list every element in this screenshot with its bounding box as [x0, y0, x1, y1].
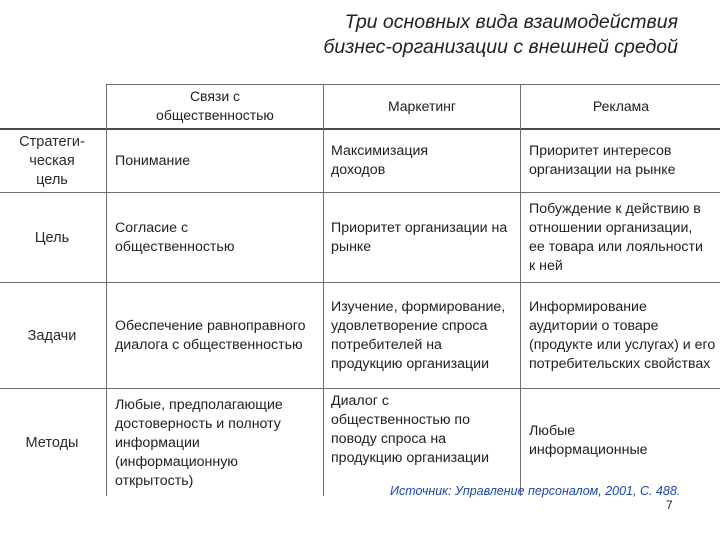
- source-citation: Источник: Управление персоналом, 2001, С. 488.: [390, 484, 681, 498]
- slide-title: [0, 10, 678, 60]
- column-header-pr: Связи с общественностью: [156, 88, 274, 123]
- page-number: 7: [666, 498, 673, 512]
- table-cell: Приоритет организации на рынке: [331, 220, 508, 255]
- column-divider: [106, 84, 107, 496]
- table-cell: Любые информационные: [529, 423, 648, 458]
- table-cell: Изучение, формирование, удовлетворение спроса потребителей на продукцию организации: [331, 299, 506, 372]
- row-divider: [0, 192, 720, 193]
- row-label-strategic-goal: Стратеги-ческая цель: [19, 133, 85, 188]
- title-line-1: Три основных вида взаимодействия: [344, 11, 678, 33]
- row-divider: [0, 388, 720, 389]
- row-label-methods: Методы: [25, 434, 79, 451]
- table-cell: Любые, предполагающие достоверность и полноту информации (информационную открытость): [115, 396, 283, 489]
- column-header-marketing: Маркетинг: [387, 97, 457, 114]
- table-cell: Понимание: [115, 152, 191, 169]
- row-divider: [0, 282, 720, 283]
- row-label-goal: Цель: [34, 229, 70, 246]
- table-cell: Согласие с общественностью: [115, 220, 235, 255]
- table-cell: Максимизация доходов: [331, 143, 429, 178]
- table-cell: Обеспечение равноправного диалога с общественностью: [115, 318, 306, 353]
- table-cell: Побуждение к действию в отношении организации, ее товара или лояльности к ней: [529, 201, 703, 274]
- column-divider: [323, 84, 324, 496]
- header-top-rule: [106, 84, 720, 85]
- table-cell: Диалог с общественностью по поводу спроса на продукцию организации: [331, 393, 490, 466]
- table-cell: Информирование аудитории о товаре (продукте или услугах) и его потребительских свойствах: [529, 299, 716, 372]
- column-header-advertising: Реклама: [592, 97, 650, 114]
- table-cell: Приоритет интересов организации на рынке: [529, 143, 676, 178]
- column-divider: [520, 84, 521, 496]
- title-line-2: бизнес-организации с внешней средой: [323, 36, 678, 58]
- row-label-tasks: Задачи: [27, 327, 77, 344]
